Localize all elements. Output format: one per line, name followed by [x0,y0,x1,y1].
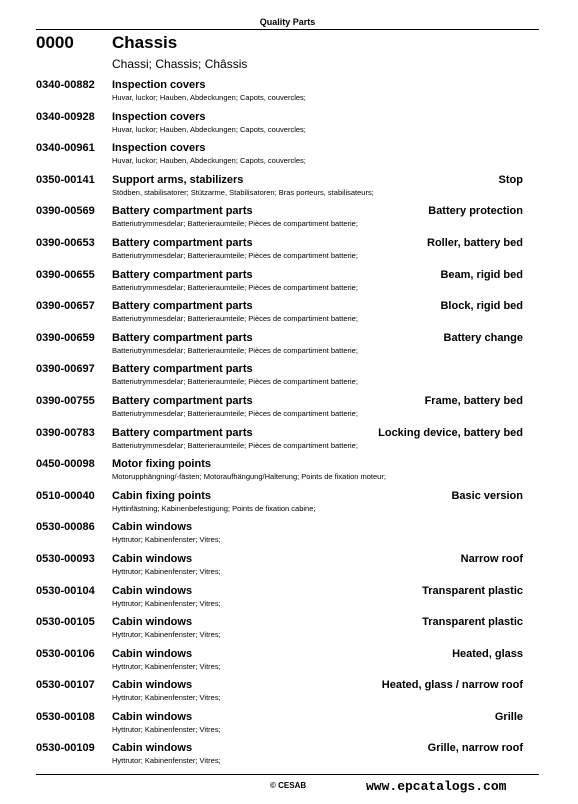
part-number: 0340-00928 [36,110,95,123]
header-rule [36,29,539,30]
part-variant: Beam, rigid bed [440,268,523,281]
part-number: 0390-00697 [36,363,95,376]
part-variant: Stop [498,173,523,186]
part-number: 0530-00106 [36,647,95,660]
part-number: 0530-00108 [36,710,95,723]
list-item[interactable] [0,142,578,174]
part-translation: Batteriutrymmesdelar; Batterieraumteile; Pièces de compartiment batterie; [112,408,358,418]
part-number: 0390-00569 [36,205,95,218]
list-item[interactable] [0,174,578,206]
part-title: Inspection covers [112,142,206,155]
part-number: 0510-00040 [36,489,95,502]
part-variant: Narrow roof [460,552,523,565]
part-number: 0530-00086 [36,521,95,534]
list-item[interactable] [0,363,578,395]
part-variant: Heated, glass / narrow roof [381,679,523,692]
list-item[interactable] [0,111,578,143]
list-item[interactable] [0,742,578,774]
part-translation: Hyttrutor; Kabinenfenster; Vitres; [112,724,221,734]
part-title: Cabin windows [112,742,193,755]
part-number: 0390-00783 [36,426,95,439]
part-translation: Batteriutrymmesdelar; Batterieraumteile; Pièces de compartiment batterie; [112,250,358,260]
part-number: 0530-00104 [36,584,95,597]
part-translation: Batteriutrymmesdelar; Batterieraumteile; Pièces de compartiment batterie; [112,219,358,229]
part-translation: Huvar, luckor; Hauben, Abdeckungen; Capots, couvercles; [112,156,306,166]
list-item[interactable] [0,679,578,711]
part-title: Battery compartment parts [112,394,253,407]
part-variant: Basic version [451,489,523,502]
list-item[interactable] [0,427,578,459]
part-title: Cabin windows [112,584,193,597]
part-translation: Hyttrutor; Kabinenfenster; Vitres; [112,661,221,671]
part-number: 0340-00961 [36,142,95,155]
part-translation: Batteriutrymmesdelar; Batterieraumteile; Pièces de compartiment batterie; [112,440,358,450]
part-number: 0530-00093 [36,552,95,565]
part-title: Battery compartment parts [112,205,253,218]
list-item[interactable] [0,585,578,617]
part-title: Cabin windows [112,710,193,723]
part-number: 0340-00882 [36,79,95,91]
part-translation: Batteriutrymmesdelar; Batterieraumteile; Pièces de compartiment batterie; [112,345,358,355]
part-number: 0530-00107 [36,679,95,692]
list-item[interactable] [0,79,578,111]
part-translation: Hyttrutor; Kabinenfenster; Vitres; [112,756,221,766]
list-item[interactable] [0,648,578,680]
part-title: Motor fixing points [112,458,211,471]
list-item[interactable] [0,616,578,648]
list-item[interactable] [0,205,578,237]
list-item[interactable] [0,521,578,553]
part-number: 0390-00659 [36,331,95,344]
part-translation: Hyttrutor; Kabinenfenster; Vitres; [112,693,221,703]
list-item[interactable] [0,711,578,743]
list-item[interactable] [0,395,578,427]
part-translation: Hyttrutor; Kabinenfenster; Vitres; [112,630,221,640]
footer-website[interactable]: www.epcatalogs.com [366,779,507,794]
part-translation: Batteriutrymmesdelar; Batterieraumteile; Pièces de compartiment batterie; [112,282,358,292]
part-number: 0390-00657 [36,300,95,313]
list-item[interactable] [0,553,578,585]
part-title: Battery compartment parts [112,268,253,281]
part-translation: Hyttrutor; Kabinenfenster; Vitres; [112,535,221,545]
part-translation: Huvar, luckor; Hauben, Abdeckungen; Capots, couvercles; [112,124,306,134]
part-title: Support arms, stabilizers [112,173,244,186]
part-variant: Grille, narrow roof [427,742,523,755]
part-title: Cabin windows [112,521,193,534]
part-title: Cabin windows [112,679,193,692]
part-title: Cabin windows [112,616,193,629]
part-variant: Battery protection [428,205,523,218]
part-translation: Stödben, stabilisatorer; Stützarme, Stabilisatoren; Bras porteurs, stabilisateurs; [112,187,374,197]
footer-brand-logo: © CESAB [270,781,307,790]
list-item[interactable] [0,458,578,490]
part-number: 0390-00653 [36,236,95,249]
part-title: Battery compartment parts [112,363,253,376]
list-item[interactable] [0,237,578,269]
part-number: 0390-00655 [36,268,95,281]
part-variant: Transparent plastic [422,584,523,597]
part-variant: Grille [494,710,523,723]
part-variant: Battery change [443,331,523,344]
part-title: Battery compartment parts [112,331,253,344]
list-item[interactable] [0,300,578,332]
part-translation: Motorupphängning/-fästen; Motoraufhängung/Halterung; Points de fixation moteur; [112,472,386,482]
part-title: Inspection covers [112,79,206,91]
list-item[interactable] [0,490,578,522]
part-variant: Roller, battery bed [427,236,523,249]
part-number: 0530-00109 [36,742,95,755]
part-title: Cabin fixing points [112,489,211,502]
part-translation: Hyttinfästning; Kabinenbefestigung; Points de fixation cabine; [112,503,316,513]
part-number: 0390-00755 [36,394,95,407]
part-variant: Heated, glass [452,647,523,660]
part-title: Battery compartment parts [112,300,253,313]
part-title: Battery compartment parts [112,426,253,439]
section-code: 0000 [36,33,74,52]
part-translation: Hyttrutor; Kabinenfenster; Vitres; [112,598,221,608]
part-number: 0350-00141 [36,173,95,186]
footer-rule [36,774,539,775]
list-item[interactable] [0,269,578,301]
section-title: Chassis [112,33,178,52]
part-variant: Block, rigid bed [440,300,523,313]
part-title: Inspection covers [112,110,206,123]
part-variant: Locking device, battery bed [378,426,523,439]
part-title: Cabin windows [112,647,193,660]
part-translation: Hyttrutor; Kabinenfenster; Vitres; [112,566,221,576]
part-number: 0530-00105 [36,616,95,629]
part-translation: Batteriutrymmesdelar; Batterieraumteile; Pièces de compartiment batterie; [112,314,358,324]
part-title: Cabin windows [112,552,193,565]
section-subtitle: Chassi; Chassis; Châssis [112,57,248,71]
part-variant: Frame, battery bed [424,394,523,407]
part-number: 0450-00098 [36,458,95,471]
list-item[interactable] [0,332,578,364]
part-translation: Batteriutrymmesdelar; Batterieraumteile; Pièces de compartiment batterie; [112,377,358,387]
part-translation: Huvar, luckor; Hauben, Abdeckungen; Capots, couvercles; [112,93,306,102]
part-title: Battery compartment parts [112,236,253,249]
parts-list [0,79,578,774]
part-variant: Transparent plastic [422,616,523,629]
page-header: Quality Parts [259,17,316,27]
